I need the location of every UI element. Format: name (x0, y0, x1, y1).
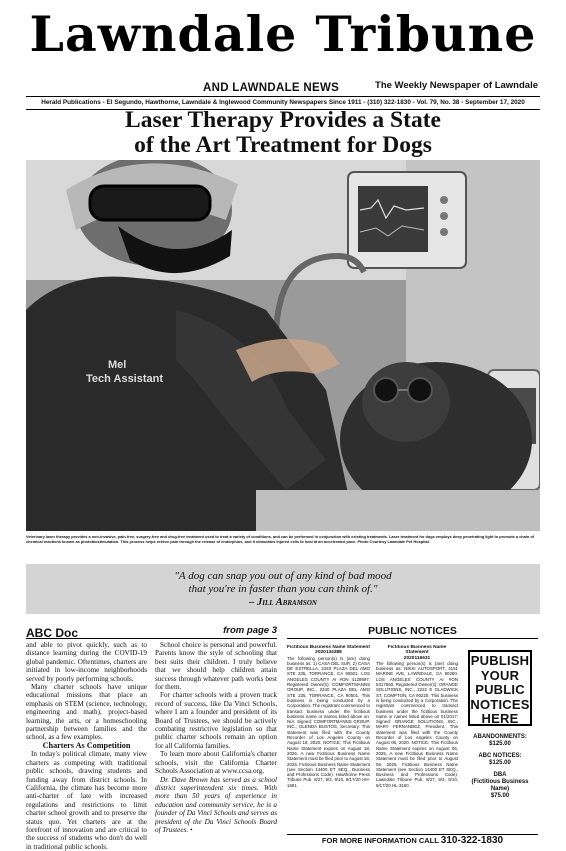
masthead-tagline: The Weekly Newspaper of Lawndale (375, 80, 538, 91)
notice-number: 2020116631 (403, 655, 431, 661)
author-bio-text: Dr. Dave Brown has served as a school district superintendent six times. With more than 50 years of experience in education and community service, he is a founder of Da Vinci Schools and serves as president of the Da Vinci Schools Board of Trustees. • (155, 775, 277, 834)
notices-footer (287, 836, 538, 845)
masthead-title: Lawndale Tribune (29, 5, 537, 63)
notice-number: 2020134388 (315, 650, 342, 656)
pull-quote (26, 564, 540, 614)
lead-photo-illustration (26, 160, 540, 531)
abc-notices-label: ABC NOTICES: (478, 753, 522, 759)
quote-text (26, 564, 540, 596)
badge-name: Mel (108, 359, 127, 371)
dba-label: DBA (493, 772, 507, 778)
publish-notices-ad (468, 650, 532, 726)
article-paragraph: In today's political climate, many view charters as competing with traditional public schools, drawing students and funding away from district schools. In California, the climate has become more anti-charter of late with increased regulations and restrictions to limit charter school growth and to preserve the status quo. Yet charters are at the forefront of innovation and are critical to the success of students who don't do well in traditional public schools. (26, 750, 147, 851)
abc-doc-column-1 (26, 641, 147, 851)
article-paragraph: For charter schools with a proven track record of success, like Da Vinci Schools, where I am a founder and president of its Board of Trustees, we should be actively combating restrictive legislation so that public charter schools remain an option for all California families. (155, 691, 277, 750)
public-notices-header (287, 624, 538, 639)
abc-notices-price: $125.00 (489, 760, 511, 766)
publish-line: YOUR (480, 667, 520, 683)
quote-line-1: "A dog can snap you out of any kind of bad mood (174, 570, 392, 582)
article-subhead: Charters As Competition (42, 740, 131, 750)
headline-line-1: Laser Therapy Provides a State (125, 107, 441, 133)
abc-doc-header (26, 624, 277, 639)
masthead-subtitle: AND LAWNDALE NEWS (203, 82, 340, 94)
legal-notice-1 (287, 645, 370, 831)
abc-doc-continued: from page 3 (223, 625, 277, 636)
quote-line-2: that you're in faster than you can think of." (188, 583, 378, 595)
photo-caption: Veterinary laser therapy provides a non-invasive, pain-free, surgery-free and drug-free treatment used to treat a variety of conditions, and can be performed in conjunction with existing treatments. Laser treatment for dogs employs deep penetrating light to promote a chain of chemical reactions known as photobiostimulation. This process helps relieve pain through the release of endorphins, and it stimulates injured cells to heal at an accelerated pace. Photo Courtesy Lawndale Pet Hospital. (26, 534, 535, 544)
lead-headline (26, 108, 540, 158)
headline-line-2: of the Art Treatment for Dogs (134, 132, 432, 158)
article-paragraph: Many charter schools have unique educational missions that place an emphasis on STEM (science, technology, engineering and math), project-based learning, the arts, or a homeschooling partnership between families and the school, as a few examples. (26, 683, 147, 742)
abandonments-label: ABANDONMENTS: (473, 734, 527, 740)
notice-body: The following person(s) is (are) doing business as: NIKKI AUTOSPORT, 4151 MARINE AVE, LAWNDALE, CA 90260. LOS ANGELES COUNTY AI #ON 5317660. Registered Owner(s): ORANGE SOLUTIONS, INC., 2222 E GLADWICK ST, COMPTON, CA 90220. This business is being conducted by a Corporation. The registrant commenced to transact business under the fictitious business name or names listed above on 01/2017. Signed: ORANGE SOLUTIONS, INC., MARY FERNANDEZ, President. This statement was filed with the County Recorder of Los Angeles County on August 06, 2020. NOTICE: This Fictitious Name Statement expires on August 06, 2025. A new Fictitious Business Name Statement must be filed prior to August 06, 2025. Fictitious Business Name Statement (see Section 14400 ET SEQ., Business and Professions Code). Lawndale Tribune Pub. 8/27, 9/3, 9/10, 9/17/20 HL-3160 (376, 660, 458, 788)
publish-line: PUBLISH (470, 653, 530, 668)
notice-body: The following person(s) is (are) doing business as: 1) CASA DEL SUR, 2) CASA DE ESTRELLA, 2340 PLAZA DEL AMO STE 235, TORRANCE, CA 90501. LOS ANGELES COUNTY AI #ON 4128697. Registered Owner(s): COMFORTMANNS GROUP, INC., 2340 PLAZA DEL AMO STE 235, TORRANCE, CA 90501. This business is being conducted by a Corporation. The registrant commenced to transact business under the fictitious business name or names listed above on: N/A. Signed: COMFORTMANNS GROUP, INC., GLENDA BUSTOS, Secretary. This statement was filed with the County Recorder of Los Angeles County on August 18, 2020. NOTICE: This Fictitious Name Statement expires on August 18, 2025. A new Fictitious Business Name Statement must be filed prior to August 18, 2025. Fictitious Business Name Statement (see Section 14400 ET SEQ., Business and Professions Code). Hawthorne Press Tribune Pub. 8/27, 9/3, 9/10, 9/17/20 HH-1681 (287, 655, 370, 788)
notice-title: Fictitious Business Name Statement (387, 645, 447, 656)
masthead-info-bar: Herald Publications - El Segundo, Hawthorne, Lawndale & Inglewood Community Newspapers Since 1911 - (310) 322-1830 - Vol. 79, No. 38 - September 17, 2020 (26, 96, 540, 110)
notice-title: Fictitious Business Name Statement (287, 645, 370, 650)
publish-line: PUBLIC (475, 682, 525, 697)
footer-text: FOR MORE INFORMATION CALL (321, 836, 439, 845)
notice-prices (462, 734, 538, 800)
abc-doc-column-2 (155, 641, 277, 834)
quote-attribution: – Jill Abramson (249, 597, 317, 608)
legal-notice-2 (376, 645, 458, 831)
abc-doc-title: ABC Doc (26, 626, 79, 640)
author-bio (155, 776, 277, 835)
public-notices-title: PUBLIC NOTICES (368, 625, 457, 637)
article-paragraph: and able to pivot quickly, such as to distance learning during the COVID-19 global pandemic. Oftentimes, charters are initiated in low-income neighborhoods served by poorly performing schools. (26, 641, 147, 683)
dba-sublabel: (Fictitious Business Name) (471, 779, 529, 792)
article-paragraph: School choice is personal and powerful. Parents know the style of schooling that best suits their children. I truly believe that we should help children attain success through whatever path works best for them. (155, 641, 277, 692)
badge-role: Tech Assistant (86, 373, 164, 385)
footer-phone[interactable]: 310-322-1830 (440, 835, 504, 846)
publish-line: HERE (481, 711, 519, 726)
abandonments-price: $125.00 (489, 741, 511, 747)
publish-line: NOTICES (470, 696, 530, 712)
lead-photo (26, 160, 540, 531)
dba-price: $75.00 (490, 793, 510, 799)
article-paragraph: To learn more about California's charter schools, visit the California Charter Schools Association at www.ccsa.org. (155, 750, 277, 776)
